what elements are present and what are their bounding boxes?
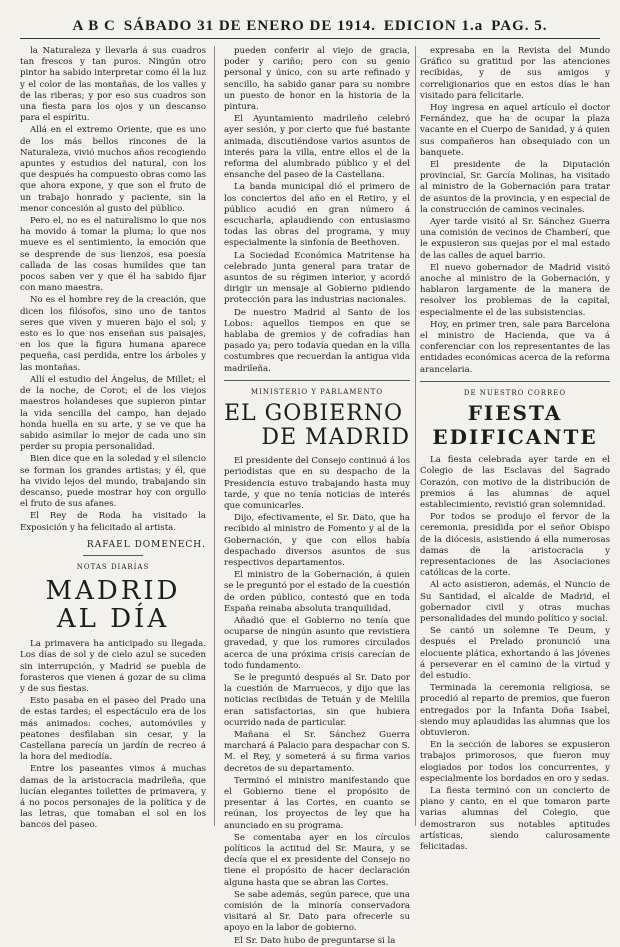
- section-kicker: MINISTERIO Y PARLAMENTO: [250, 387, 384, 396]
- paragraph: Terminó el ministro manifestando que el Gobierno tiene el propósito de presentar á las Cortes, en cuanto se reúnan, los proyectos de ley que ha anunciado en su programa.: [224, 775, 410, 831]
- paragraph: Por todos se produjo el fervor de la ceremonia, presidida por el señor Obispo de la diócesis, asistiendo á ella numerosas damas de la aristocracia y representaciones de las Asociaciones católicas de la corte.: [420, 512, 610, 579]
- headline: FIESTA EDIFICANTE: [432, 401, 598, 450]
- paragraph: La Sociedad Económica Matritense ha celebrado junta general para tratar de asuntos de su régimen interior, y acordó dirigir un mensaje al Gobierno pidiendo protección para las industrias nacionales.: [224, 250, 410, 306]
- paragraph: Hoy ingresa en aquel artículo el doctor Fernández, que ha de ocupar la plaza vacante en el Cuerpo de Sanidad, y á quien sus compañeros han obsequiado con un banquete.: [420, 103, 610, 158]
- paragraph: El Sr. Dato hubo de preguntarse si la: [234, 935, 396, 946]
- paragraph: La primavera ha anticipado su llegada. Los días de sol y de cielo azul se suceden sin interrupción, y Madrid se puebla de forasteros que vienen á gozar de su clima y de sus fiestas.: [20, 639, 206, 694]
- paragraph: El presidente del Consejo continuó á los periodistas que en su despacho de la Presidencia estuvo trabajando hasta muy tarde, y que no tenía noticias de interés que comunicarles.: [224, 456, 410, 511]
- paragraph: Hoy, en primer tren, sale para Barcelona el ministro de Hacienda, que va á conferenciar con los representantes de las entidades económicas acerca de la reforma arancelaria.: [420, 319, 610, 375]
- divider: [420, 381, 610, 382]
- paragraph: Al acto asistieron, además, el Nuncio de Su Santidad, el alcalde de Madrid, el gobernador civil y otras muchas personalidades del mundo político y social.: [420, 580, 610, 624]
- paragraph: El Ayuntamiento madrileño celebró ayer sesión, y por cierto que fué bastante animada, discutiéndose varios asuntos de interés para la villa, entre ellos el de la reforma del alumbrado público y el del ensanche del paseo de la Castellana.: [224, 114, 410, 181]
- paragraph: pueden conferir al viejo de gracia, poder y cariño; pero con su genio personal y único, con su arte refinado y sencillo, ha sabido ganar para su nombre un puesto de honor en la historia de la pintura.: [224, 46, 410, 113]
- paragraph: Ayer tarde visitó al Sr. Sánchez Guerra una comisión de vecinos de Chamberí, que le expusieron sus quejas por el mal estado de las calles de aquel barrio.: [420, 217, 610, 261]
- header-date: SÁBADO 31 DE ENERO DE 1914.: [123, 17, 376, 34]
- headline-continued: DE MADRID: [261, 425, 410, 451]
- paragraph: No es el hombre rey de la creación, que dicen los filósofos, sino uno de tantos seres que viven y mueren bajo el sol; y esto es lo que nos enseñan sus paisajes, en los que la figura humana aparece pequeña, casi perdida, entre los árboles y las montañas.: [20, 295, 206, 373]
- paragraph: En la sección de labores se expusieron trabajos primorosos, que fueron muy elogiados por todos los concurrentes, y especialmente los bordados en oro y sedas.: [420, 740, 610, 784]
- headline: EL GOBIERNO: [224, 401, 404, 427]
- paragraph: Se cantó un solemne Te Deum, y después el Prelado pronunció una elocuente plática, exhortando á las jóvenes á perseverar en el camino de la virtud y del estudio.: [420, 626, 610, 681]
- byline: RAFAEL DOMENECH.: [86, 539, 206, 550]
- paragraph: Se sabe además, según parece, que una comisión de la minoría conservadora visitará al Sr. Dato para ofrecerle su apoyo en la labor de gobierno.: [224, 889, 410, 934]
- header-page: PAG. 5.: [491, 17, 548, 34]
- headline: MADRID AL DÍA: [45, 576, 181, 635]
- paragraph: Terminada la ceremonia religiosa, se procedió al reparto de premios, que fueron entregados por la Infanta Doña Isabel, siendo muy aplaudidas las alumnas que los obtuvieron.: [420, 683, 610, 738]
- divider: [83, 555, 143, 556]
- paragraph: De nuestro Madrid al Santo de los Lobos: aquellos tiempos en que se hablaba de gremios y de cofradías han pasado ya; pero todavía quedan en la villa costumbres que recuerdan la antigua vida madrileña.: [224, 307, 410, 374]
- paragraph: Dijo, efectivamente, el Sr. Dato, que ha recibido al ministro de Fomento y al de la Gobernación, y que con ellos había despachado diversos asuntos de sus respectivos departamentos.: [224, 513, 410, 568]
- masthead: A B C: [72, 17, 116, 34]
- paragraph: El nuevo gobernador de Madrid visitó anoche al ministro de la Gobernación, y hablaron largamente de la manera de resolver los problemas de la capital, especialmente el de las subsistencias.: [420, 262, 610, 318]
- paragraph: La fiesta celebrada ayer tarde en el Colegio de las Esclavas del Sagrado Corazón, con motivo de la distribución de premios á las alumnas de aquel establecimiento, revistió gran solemnidad.: [420, 455, 610, 510]
- paragraph: Pero el, no es el naturalismo lo que nos ha movido á tomar la pluma; lo que nos mueve es el sentimiento, la emoción que se desprende de sus lienzos, esa poesía callada de las cosas humildes que tan pocos saben ver y que él ha sabido fijar con mano maestra.: [20, 216, 206, 294]
- column-2: [224, 46, 410, 946]
- paragraph: El Rey de Roda ha visitado la Exposición y ha felicitado al artista.: [20, 511, 206, 533]
- paragraph: Mañana el Sr. Sánchez Guerra marchará á Palacio para despachar con S. M. el Rey, y someterá á su firma varios decretos de su departamento.: [224, 729, 410, 774]
- paragraph: expresaba en la Revista del Mundo Gráfico su gratitud por las atenciones recibidas, y de sus amigos y correligionarios que en estos días le han visitado para felicitarle.: [420, 46, 610, 101]
- page-header: [20, 14, 600, 39]
- header-edition: EDICION 1.a: [383, 17, 484, 34]
- section-kicker: NOTAS DIARIAS: [76, 562, 150, 571]
- paragraph: Se le preguntó después al Sr. Dato por la cuestión de Marruecos, y dijo que las noticias recibidas de Tetuán y de Melilla eran satisfactorias, sin que hubiera ocurrido nada de particular.: [224, 672, 410, 728]
- paragraph: Se comentaba ayer en los círculos políticos la actitud del Sr. Maura, y se decía que el ex presidente del Consejo no tiene el propósito de hacer declaración alguna hasta que se abran las Cortes.: [224, 832, 410, 888]
- paragraph: El ministro de la Gobernación, á quien se le preguntó por el estado de la cuestión de orden público, contestó que en toda España reinaba absoluta tranquilidad.: [224, 570, 410, 614]
- divider: [224, 380, 410, 381]
- paragraph: Allí el estudio del Ángelus, de Millet; el de la noche, de Corot; el de los viejos maestros holandeses que supieron pintar la vida sencilla del campo, han dejado honda huella en su arte, y se ve que ha sabido asimilar lo mejor de cada uno sin perder su propia personalidad.: [20, 374, 206, 453]
- section-kicker: DE NUESTRO CORREO: [463, 388, 567, 397]
- paragraph: La banda municipal dió el primero de los conciertos del año en el Retiro, y el público acudió en gran número á escucharla, aplaudiendo con entusiasmo todas las obras del programa, y muy especialmente la sinfonía de Beethoven.: [224, 182, 410, 249]
- column-3: [420, 46, 610, 852]
- paragraph: Entre los paseantes vimos á muchas damas de la aristocracia madrileña, que lucían elegantes toilettes de primavera, y á no pocos personajes de la política y de las letras, que tomaban el sol en los bancos del paseo.: [20, 764, 206, 831]
- paragraph: Bien dice que en la soledad y el silencio se forman los grandes artistas; y él, que ha vivido lejos del mundo, trabajando sin descanso, puede mostrar hoy con orgullo el fruto de sus afanes.: [20, 454, 206, 510]
- paragraph: Esto pasaba en el paseo del Prado una de estas tardes; el espectáculo era de los más animados: coches, automóviles y peatones desfilaban sin cesar, y la Castellana parecía un jardín de recreo á la hora del mediodía.: [20, 696, 206, 763]
- column-1: [20, 46, 206, 836]
- column-divider: [214, 46, 215, 826]
- paragraph: Allá en el extremo Oriente, que es uno de los más bellos rincones de la Naturaleza, vivió muchos años recogiendo apuntes y estudios del natural, con los que después ha compuesto obras como las que ahora expone, y que son el fruto de un trabajo honrado y paciente, sin la menor concesión al gusto del público.: [20, 125, 206, 214]
- paragraph: Añadió que el Gobierno no tenía que ocuparse de ningún asunto que revistiera gravedad, y que los rumores circulados acerca de una próxima crisis carecían de todo fundamento.: [224, 615, 410, 671]
- paragraph: El presidente de la Diputación provincial, Sr. García Molinas, ha visitado al ministro de la Gobernación para tratar de asuntos de la provincia, y en especial de la construcción de caminos vecinales.: [420, 160, 610, 215]
- paragraph: La fiesta terminó con un concierto de piano y canto, en el que tomaron parte varias alumnas del Colegio, que demostraron sus notables aptitudes artísticas, siendo calurosamente felicitadas.: [420, 785, 610, 852]
- column-divider: [415, 46, 416, 826]
- paragraph: la Naturaleza y llevarla á sus cuadros tan frescos y tan puros. Ningún otro pintor ha sabido interpretar como él la luz y el color de las montañas, de los valles y de las riberas; y por eso sus cuadros son una fiesta para los ojos y un descanso para el espíritu.: [20, 46, 206, 124]
